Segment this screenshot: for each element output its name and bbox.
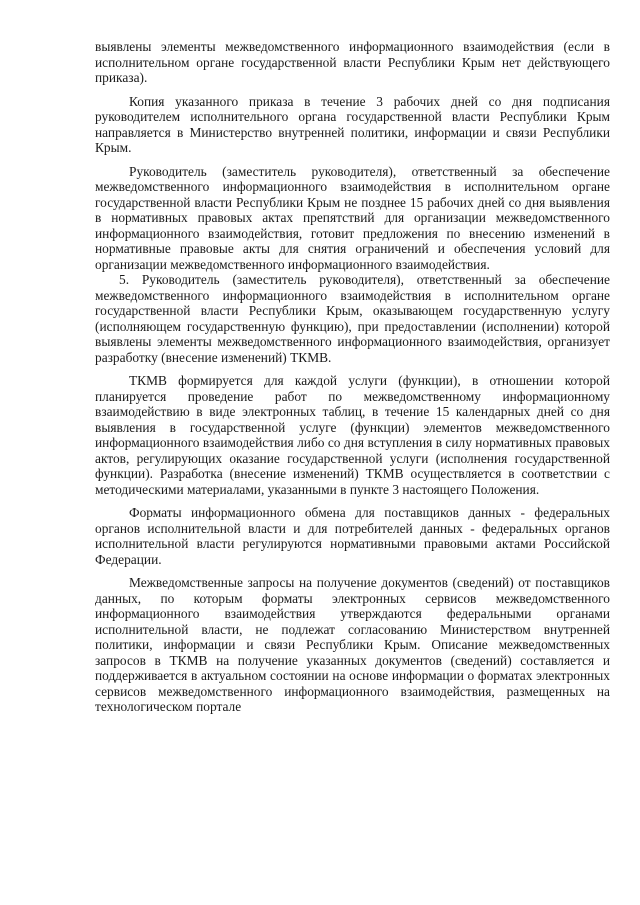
- paragraph-order-copy: Копия указанного приказа в течение 3 рабочих дней со дня подписания руководителем исполнительного органа государственной власти Республики Крым направляется в Министерство внутренней политики, информации и связи Республики Крым.: [95, 93, 610, 155]
- paragraph-gap: [95, 156, 610, 164]
- paragraph-item-5: 5. Руководитель (заместитель руководителя), ответственный за обеспечение межведомственного информационного взаимодействия в исполнительном органе государственной власти Республики Крым, оказывающем государственную услугу (исполняющем государственную функцию), при предоставлении (исполнении) которой выявлены элементы межведомственного информационного взаимодействия, организует разработку (внесение изменений) ТКМВ.: [95, 272, 610, 365]
- paragraph-tkmv-formation: ТКМВ формируется для каждой услуги (функции), в отношении которой планируется проведение работ по межведомственному информационному взаимодействию в виде электронных таблиц, в течение 15 календарных дней со дня выявления в государственной услуге (функции) элементов межведомственного информационного взаимодействия либо со дня вступления в силу нормативных правовых актов, регулирующих оказание государственной услуги (исполнения государственной функции). Разработка (внесение изменений) ТКМВ осуществляется в соответствии с методическими материалами, указанными в пункте 3 настоящего Положения.: [95, 373, 610, 497]
- paragraph-gap: [95, 365, 610, 373]
- paragraph-continuation: выявлены элементы межведомственного информационного взаимодействия (если в исполнительном органе государственной власти Республики Крым нет действующего приказа).: [95, 39, 610, 85]
- paragraph-exchange-formats: Форматы информационного обмена для поставщиков данных - федеральных органов исполнительной власти и для потребителей данных - федеральных органов исполнительной власти регулируются нормативными правовыми актами Российской Федерации.: [95, 505, 610, 567]
- paragraph-gap: [95, 497, 610, 505]
- paragraph-gap: [95, 567, 610, 575]
- paragraph-gap: [95, 86, 610, 94]
- paragraph-head-responsibility: Руководитель (заместитель руководителя), ответственный за обеспечение межведомственного информационного взаимодействия в исполнительном органе государственной власти Республики Крым не позднее 15 рабочих дней со дня выявления в нормативных правовых актах препятствий для организации межведомственного информационного взаимодействия, готовит предложения по внесению изменений в нормативные правовые акты для снятия ограничений и обеспечения условий для организации межведомственного информационного взаимодействия.: [95, 163, 610, 272]
- paragraph-interdepartmental-requests: Межведомственные запросы на получение документов (сведений) от поставщиков данных, по которым форматы электронных сервисов межведомственного информационного взаимодействия утверждаются федеральными органами исполнительной власти, не подлежат согласованию Министерством внутренней политики, информации и связи Республики Крым. Описание межведомственных запросов в ТКМВ на получение указанных документов (сведений) составляется и поддерживается в актуальном состоянии на основе информации о форматах электронных сервисов межведомственного информационного взаимодействия, размещенных на технологическом портале: [95, 575, 610, 714]
